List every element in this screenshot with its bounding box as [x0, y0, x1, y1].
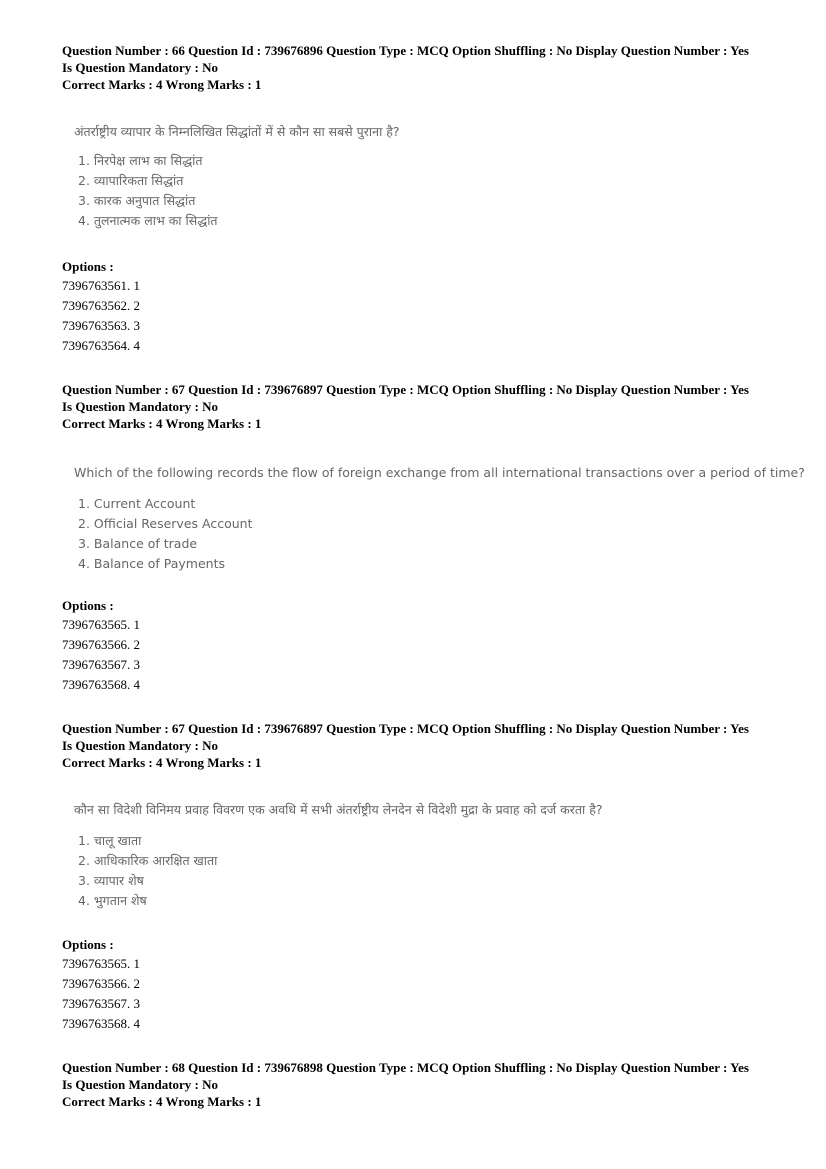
options-label: Options :: [62, 598, 114, 613]
choice-item: 4. भुगतान शेष: [78, 893, 147, 908]
choice-item: 2. Official Reserves Account: [78, 516, 253, 531]
question-text: अंतर्राष्ट्रीय व्यापार के निम्नलिखित सिद्धांतों में से कौन सा सबसे पुराना है?: [74, 124, 400, 139]
question-mandatory-line: Is Question Mandatory : No: [62, 399, 219, 414]
question-meta-line: Question Number : 68 Question Id : 739676898 Question Type : MCQ Option Shuffling : No Display Question Number : Yes: [62, 1060, 749, 1075]
option-id: 7396763563. 3: [62, 318, 140, 333]
option-id: 7396763568. 4: [62, 1016, 140, 1031]
question-text: कौन सा विदेशी विनिमय प्रवाह विवरण एक अवधि में सभी अंतर्राष्ट्रीय लेनदेन से विदेशी मुद्रा के प्रवाह को दर्ज करता है?: [74, 802, 603, 817]
options-block-67-hi: [62, 936, 782, 1034]
question-block-67-hi: [62, 720, 782, 911]
choice-item: 1. चालू खाता: [78, 833, 142, 848]
question-block-68: [62, 1059, 782, 1110]
options-block-66: [62, 258, 782, 356]
option-id: 7396763567. 3: [62, 996, 140, 1011]
options-block-67-en: [62, 597, 782, 695]
option-id: 7396763565. 1: [62, 956, 140, 971]
question-image: [74, 801, 782, 911]
question-meta-line: Question Number : 67 Question Id : 739676897 Question Type : MCQ Option Shuffling : No Display Question Number : Yes: [62, 382, 749, 397]
question-mandatory-line: Is Question Mandatory : No: [62, 1077, 219, 1092]
option-id: 7396763561. 1: [62, 278, 140, 293]
question-marks-line: Correct Marks : 4 Wrong Marks : 1: [62, 77, 262, 92]
question-meta-line: Question Number : 67 Question Id : 739676897 Question Type : MCQ Option Shuffling : No Display Question Number : Yes: [62, 721, 749, 736]
question-marks-line: Correct Marks : 4 Wrong Marks : 1: [62, 755, 262, 770]
choice-item: 4. Balance of Payments: [78, 556, 225, 571]
choice-item: 2. आधिकारिक आरक्षित खाता: [78, 853, 218, 868]
options-label: Options :: [62, 937, 114, 952]
question-marks-line: Correct Marks : 4 Wrong Marks : 1: [62, 1094, 262, 1109]
question-block-67-en: [62, 381, 805, 574]
question-text: Which of the following records the flow of foreign exchange from all international transactions over a period of time?: [74, 465, 805, 480]
option-id: 7396763568. 4: [62, 677, 140, 692]
choice-item: 1. Current Account: [78, 496, 196, 511]
option-id: 7396763566. 2: [62, 637, 140, 652]
question-image: [74, 123, 782, 231]
option-id: 7396763562. 2: [62, 298, 140, 313]
option-id: 7396763567. 3: [62, 657, 140, 672]
question-meta-line: Question Number : 66 Question Id : 739676896 Question Type : MCQ Option Shuffling : No Display Question Number : Yes: [62, 43, 749, 58]
choice-item: 3. कारक अनुपात सिद्धांत: [78, 193, 196, 208]
choice-item: 1. निरपेक्ष लाभ का सिद्धांत: [78, 153, 203, 168]
question-image: [74, 464, 805, 574]
choice-item: 2. व्यापारिकता सिद्धांत: [78, 173, 184, 188]
option-id: 7396763564. 4: [62, 338, 140, 353]
choice-item: 3. Balance of trade: [78, 536, 198, 551]
question-marks-line: Correct Marks : 4 Wrong Marks : 1: [62, 416, 262, 431]
option-id: 7396763565. 1: [62, 617, 140, 632]
choice-item: 3. व्यापार शेष: [78, 873, 144, 888]
option-id: 7396763566. 2: [62, 976, 140, 991]
choice-item: 4. तुलनात्मक लाभ का सिद्धांत: [78, 213, 218, 228]
options-label: Options :: [62, 259, 114, 274]
question-mandatory-line: Is Question Mandatory : No: [62, 738, 219, 753]
question-mandatory-line: Is Question Mandatory : No: [62, 60, 219, 75]
question-block-66: [62, 42, 782, 231]
